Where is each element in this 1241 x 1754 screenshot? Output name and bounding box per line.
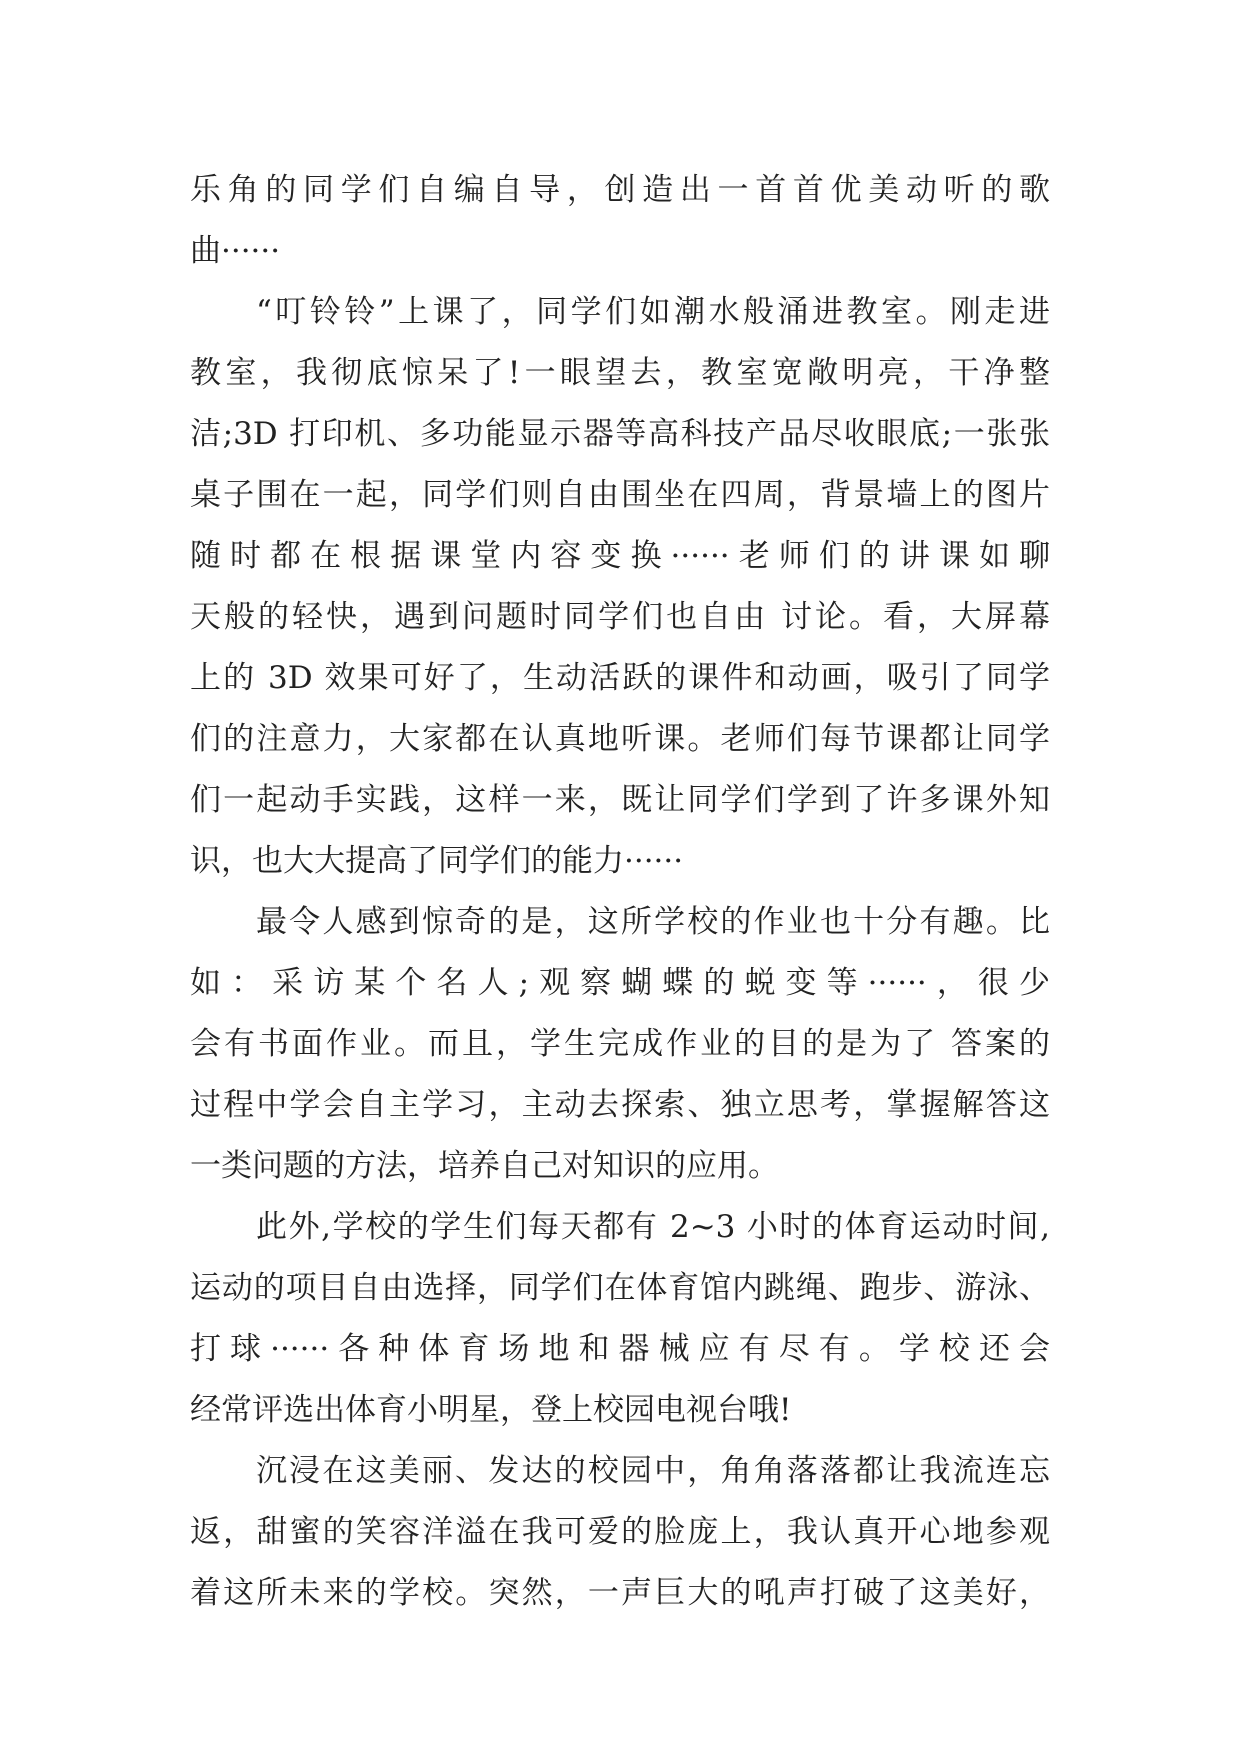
text-line: 经常评选出体育小明星，登上校园电视台哦! [190, 1392, 792, 1428]
text-line: 沉浸在这美丽、发达的校园中，角角落落都让我流连忘 [256, 1453, 1050, 1489]
text-line: 们一起动手实践，这样一来，既让同学们学到了许多课外知 [190, 782, 1050, 818]
text-line: “叮铃铃”上课了，同学们如潮水般涌进教室。刚走进 [256, 294, 1050, 330]
text-line: 乐角的同学们自编自导，创造出一首首优美动听的歌 [190, 172, 1050, 208]
text-line: 曲······ [190, 233, 281, 269]
text-line: 天般的轻快，遇到问题时同学们也自由 讨论。看，大屏幕 [190, 599, 1050, 635]
text-line: 如：采访某个名人;观察蝴蝶的蜕变等······，很少 [190, 965, 1050, 1001]
text-line: 打球······各种体育场地和器械应有尽有。学校还会 [190, 1331, 1050, 1367]
text-line: 上的 3D 效果可好了，生动活跃的课件和动画，吸引了同学 [190, 660, 1050, 696]
text-line: 会有书面作业。而且，学生完成作业的目的是为了 答案的 [190, 1026, 1050, 1062]
text-line: 过程中学会自主学习，主动去探索、独立思考，掌握解答这 [190, 1087, 1050, 1123]
text-line: 随时都在根据课堂内容变换······老师们的讲课如聊 [190, 538, 1050, 574]
text-line: 着这所未来的学校。突然，一声巨大的吼声打破了这美好， [190, 1575, 1050, 1611]
text-line: 一类问题的方法，培养自己对知识的应用。 [190, 1148, 779, 1184]
text-line: 此外,学校的学生们每天都有 2~3 小时的体育运动时间, [256, 1209, 1050, 1245]
text-line: 返，甜蜜的笑容洋溢在我可爱的脸庞上，我认真开心地参观 [190, 1514, 1050, 1550]
text-line: 识，也大大提高了同学们的能力······ [190, 843, 684, 879]
text-line: 运动的项目自由选择，同学们在体育馆内跳绳、跑步、游泳、 [190, 1270, 1050, 1306]
text-line: 洁;3D 打印机、多功能显示器等高科技产品尽收眼底;一张张 [190, 416, 1050, 452]
text-line: 教室，我彻底惊呆了!一眼望去，教室宽敞明亮，干净整 [190, 355, 1050, 391]
text-line: 最令人感到惊奇的是，这所学校的作业也十分有趣。比 [256, 904, 1050, 940]
text-line: 们的注意力，大家都在认真地听课。老师们每节课都让同学 [190, 721, 1050, 757]
body-text [190, 160, 1050, 1624]
text-line: 桌子围在一起，同学们则自由围坐在四周，背景墙上的图片 [190, 477, 1050, 513]
